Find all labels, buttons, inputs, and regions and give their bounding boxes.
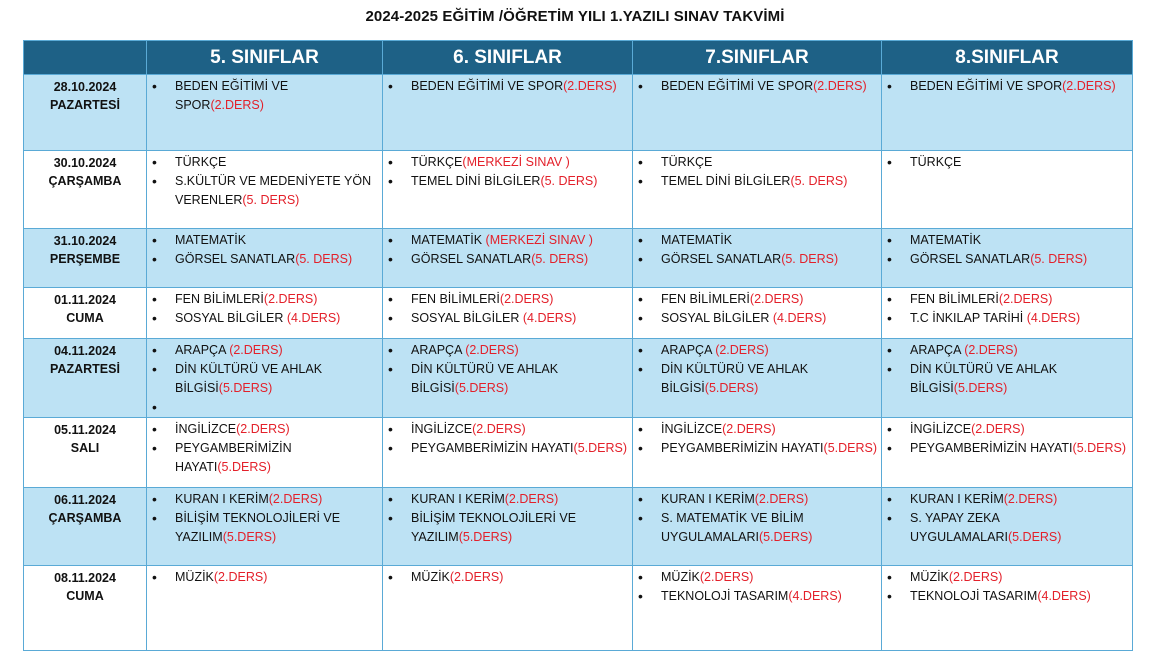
lesson-period: (2.DERS) [1062, 79, 1116, 93]
lesson-period: (5. DERS) [242, 193, 300, 207]
page-title: 2024-2025 EĞİTİM /ÖĞRETİM YILI 1.YAZILI SINAV TAKVİMİ [365, 8, 785, 25]
grade-5-exams-cell [147, 151, 383, 229]
grade-7-exams-cell [633, 229, 882, 288]
subject-name: İNGİLİZCE [175, 422, 237, 436]
exam-subject [885, 250, 1128, 269]
exam-subject [386, 250, 628, 269]
exam-day: CUMA [66, 589, 104, 603]
exam-subject [885, 439, 1128, 458]
exam-subject [386, 509, 628, 547]
lesson-period: (2.DERS) [268, 492, 323, 506]
exam-day: SALI [70, 441, 100, 455]
subject-name: DİN KÜLTÜRÜ VE AHLAK BİLGİSİ [910, 362, 1058, 395]
subject-name: S.KÜLTÜR VE MEDENİYETE YÖN VERENLER [175, 174, 372, 207]
exam-subject [636, 341, 877, 360]
exam-subject [150, 420, 378, 439]
exam-subject [386, 153, 628, 172]
date-cell [24, 75, 147, 151]
lesson-period: (4.DERS) [1037, 589, 1091, 603]
lesson-period: (5.DERS) [1007, 530, 1062, 544]
lesson-period: (5.DERS) [222, 530, 277, 544]
subject-name: GÖRSEL SANATLAR [175, 252, 296, 266]
grade-8-exams-cell [882, 418, 1133, 488]
subject-name: MÜZİK [411, 570, 450, 584]
lesson-period: (5. DERS) [295, 252, 353, 266]
lesson-period: (2.DERS) [971, 422, 1025, 436]
exam-day: ÇARŞAMBA [48, 174, 122, 188]
lesson-period: (2.DERS) [210, 98, 264, 112]
exam-subject [150, 172, 378, 210]
grade-8-exams-cell [882, 488, 1133, 566]
subject-name: MÜZİK [910, 570, 949, 584]
grade-7-exams-cell [633, 75, 882, 151]
header-grade-7: 7.SINIFLAR [633, 41, 882, 75]
grade-5-exams-cell [147, 229, 383, 288]
lesson-period: (5.DERS) [573, 441, 628, 455]
exam-date: 08.11.2024 [54, 571, 116, 585]
grade-5-exams-cell [147, 418, 383, 488]
exam-subject [386, 290, 628, 309]
exam-subject [386, 231, 628, 250]
subject-name: SOSYAL BİLGİLER [661, 311, 773, 325]
date-cell [24, 151, 147, 229]
grade-7-exams-cell [633, 418, 882, 488]
grade-7-exams-cell [633, 339, 882, 418]
schedule-row [24, 339, 1133, 418]
exam-subject [150, 439, 378, 477]
exam-subject [636, 153, 877, 172]
schedule-row [24, 75, 1133, 151]
subject-name: KURAN I KERİM [411, 492, 505, 506]
subject-name: MÜZİK [661, 570, 700, 584]
lesson-period: (5.DERS) [823, 441, 878, 455]
grade-5-exams-cell [147, 75, 383, 151]
exam-subject [386, 568, 628, 587]
exam-subject [150, 77, 378, 115]
subject-name: TEMEL DİNİ BİLGİLER [661, 174, 791, 188]
subject-name: FEN BİLİMLERİ [910, 292, 999, 306]
subject-name: TÜRKÇE [175, 155, 227, 169]
grade-8-exams-cell [882, 566, 1133, 651]
subject-name: PEYGAMBERİMİZİN HAYATI [411, 441, 574, 455]
grade-6-exams-cell [383, 339, 633, 418]
subject-name: İNGİLİZCE [411, 422, 473, 436]
subject-name: MÜZİK [175, 570, 214, 584]
exam-subject [386, 172, 628, 191]
exam-day: PAZARTESİ [50, 98, 120, 112]
grade-6-exams-cell [383, 418, 633, 488]
lesson-period: (5.DERS) [1072, 441, 1127, 455]
exam-subject [150, 398, 378, 417]
lesson-period: (2.DERS) [964, 343, 1018, 357]
exam-subject [636, 290, 877, 309]
date-cell [24, 288, 147, 339]
lesson-period: (2.DERS) [715, 343, 769, 357]
subject-name: GÖRSEL SANATLAR [411, 252, 532, 266]
exam-day: CUMA [66, 311, 104, 325]
grade-8-exams-cell [882, 288, 1133, 339]
subject-name: BEDEN EĞİTİMİ VE SPOR [411, 79, 564, 93]
exam-date: 31.10.2024 [53, 234, 117, 248]
lesson-period: (4.DERS) [522, 311, 577, 325]
lesson-period: (2.DERS) [1003, 492, 1058, 506]
lesson-period: (2.DERS) [699, 570, 754, 584]
exam-day: PERŞEMBE [49, 252, 121, 266]
date-cell [24, 229, 147, 288]
grade-7-exams-cell [633, 151, 882, 229]
lesson-period: (2.DERS) [948, 570, 1003, 584]
subject-name: DİN KÜLTÜRÜ VE AHLAK BİLGİSİ [411, 362, 559, 395]
lesson-period: (2.DERS) [749, 292, 804, 306]
subject-name: GÖRSEL SANATLAR [910, 252, 1031, 266]
lesson-period: (5. DERS) [531, 252, 589, 266]
subject-name: SOSYAL BİLGİLER [411, 311, 523, 325]
exam-subject [150, 490, 378, 509]
lesson-period: (2.DERS) [213, 570, 268, 584]
grade-5-exams-cell [147, 288, 383, 339]
lesson-period: (5. DERS) [1030, 252, 1088, 266]
subject-name: TEMEL DİNİ BİLGİLER [411, 174, 541, 188]
grade-6-exams-cell [383, 229, 633, 288]
lesson-period: (2.DERS) [504, 492, 559, 506]
exam-subject [636, 509, 877, 547]
grade-8-exams-cell [882, 75, 1133, 151]
exam-day: PAZARTESİ [50, 362, 120, 376]
lesson-period: (5.DERS) [218, 381, 273, 395]
subject-name: MATEMATİK [661, 233, 733, 247]
lesson-period: (5.DERS) [953, 381, 1008, 395]
header-row [24, 41, 1133, 75]
subject-name: TÜRKÇE [910, 155, 962, 169]
lesson-period: (2.DERS) [754, 492, 809, 506]
subject-name: ARAPÇA [661, 343, 716, 357]
exam-subject [636, 420, 877, 439]
exam-date: 01.11.2024 [54, 293, 116, 307]
subject-name: BİLİŞİM TEKNOLOJİLERİ VE YAZILIM [411, 511, 577, 544]
exam-subject [636, 250, 877, 269]
exam-subject [636, 172, 877, 191]
date-cell [24, 566, 147, 651]
lesson-period: (MERKEZİ SINAV ) [462, 155, 570, 169]
exam-subject [150, 568, 378, 587]
subject-name: ARAPÇA [411, 343, 466, 357]
subject-name: ARAPÇA [910, 343, 965, 357]
subject-name: MATEMATİK [910, 233, 982, 247]
exam-subject [885, 231, 1128, 250]
header-corner [24, 41, 147, 75]
subject-name: BİLİŞİM TEKNOLOJİLERİ VE YAZILIM [175, 511, 341, 544]
exam-subject [885, 420, 1128, 439]
exam-day: ÇARŞAMBA [48, 511, 122, 525]
exam-subject [885, 490, 1128, 509]
subject-name: TÜRKÇE [411, 155, 463, 169]
grade-6-exams-cell [383, 75, 633, 151]
subject-name: KURAN I KERİM [175, 492, 269, 506]
subject-name: SOSYAL BİLGİLER [175, 311, 287, 325]
subject-name: DİN KÜLTÜRÜ VE AHLAK BİLGİSİ [175, 362, 323, 395]
exam-subject [150, 360, 378, 398]
exam-subject [386, 309, 628, 328]
subject-name: FEN BİLİMLERİ [175, 292, 264, 306]
lesson-period: (MERKEZİ SINAV ) [485, 233, 593, 247]
exam-subject [636, 309, 877, 328]
grade-6-exams-cell [383, 566, 633, 651]
subject-name: S. MATEMATİK VE BİLİM UYGULAMALARI [661, 511, 804, 544]
subject-name: T.C İNKILAP TARİHİ [910, 311, 1027, 325]
lesson-period: (4.DERS) [1026, 311, 1081, 325]
subject-name: MATEMATİK [411, 233, 486, 247]
exam-subject [150, 309, 378, 328]
lesson-period: (5. DERS) [781, 252, 839, 266]
exam-subject [885, 290, 1128, 309]
lesson-period: (2.DERS) [465, 343, 519, 357]
exam-subject [150, 250, 378, 269]
grade-5-exams-cell [147, 339, 383, 418]
lesson-period: (5.DERS) [758, 530, 813, 544]
grade-6-exams-cell [383, 151, 633, 229]
subject-name: DİN KÜLTÜRÜ VE AHLAK BİLGİSİ [661, 362, 809, 395]
grade-5-exams-cell [147, 488, 383, 566]
subject-name: BEDEN EĞİTİMİ VE SPOR [661, 79, 814, 93]
subject-name: BEDEN EĞİTİMİ VE SPOR [910, 79, 1063, 93]
exam-subject [885, 153, 1128, 172]
lesson-period: (5. DERS) [790, 174, 848, 188]
grade-8-exams-cell [882, 339, 1133, 418]
grade-8-exams-cell [882, 151, 1133, 229]
lesson-period: (2.DERS) [449, 570, 504, 584]
subject-name: FEN BİLİMLERİ [411, 292, 500, 306]
schedule-row [24, 288, 1133, 339]
grade-5-exams-cell [147, 566, 383, 651]
lesson-period: (2.DERS) [722, 422, 776, 436]
header-grade-8: 8.SINIFLAR [882, 41, 1133, 75]
lesson-period: (5.DERS) [217, 460, 271, 474]
lesson-period: (4.DERS) [286, 311, 341, 325]
schedule-row [24, 488, 1133, 566]
exam-schedule-table [23, 40, 1133, 651]
lesson-period: (5.DERS) [704, 381, 759, 395]
exam-subject [636, 360, 877, 398]
subject-name: PEYGAMBERİMİZİN HAYATI [175, 441, 292, 474]
subject-name: S. YAPAY ZEKA UYGULAMALARI [910, 511, 1008, 544]
lesson-period: (2.DERS) [563, 79, 617, 93]
lesson-period: (2.DERS) [499, 292, 554, 306]
lesson-period: (5.DERS) [454, 381, 509, 395]
subject-name: PEYGAMBERİMİZİN HAYATI [910, 441, 1073, 455]
exam-subject [885, 309, 1128, 328]
lesson-period: (2.DERS) [813, 79, 867, 93]
exam-subject [150, 509, 378, 547]
exam-subject [150, 341, 378, 360]
lesson-period: (4.DERS) [788, 589, 842, 603]
subject-name: KURAN I KERİM [661, 492, 755, 506]
lesson-period: (2.DERS) [472, 422, 526, 436]
lesson-period: (2.DERS) [998, 292, 1053, 306]
subject-name: KURAN I KERİM [910, 492, 1004, 506]
subject-name: ARAPÇA [175, 343, 230, 357]
grade-7-exams-cell [633, 566, 882, 651]
subject-name: MATEMATİK [175, 233, 247, 247]
subject-name: İNGİLİZCE [910, 422, 972, 436]
exam-subject [885, 509, 1128, 547]
exam-subject [150, 153, 378, 172]
exam-date: 04.11.2024 [54, 344, 116, 358]
lesson-period: (2.DERS) [229, 343, 283, 357]
exam-subject [885, 360, 1128, 398]
exam-subject [386, 490, 628, 509]
exam-date: 30.10.2024 [53, 156, 117, 170]
grade-8-exams-cell [882, 229, 1133, 288]
header-grade-6: 6. SINIFLAR [383, 41, 633, 75]
date-cell [24, 418, 147, 488]
schedule-row [24, 151, 1133, 229]
subject-name: TEKNOLOJİ TASARIM [910, 589, 1038, 603]
subject-name: TEKNOLOJİ TASARIM [661, 589, 789, 603]
schedule-row [24, 229, 1133, 288]
subject-name: TÜRKÇE [661, 155, 713, 169]
exam-subject [386, 77, 628, 96]
date-cell [24, 339, 147, 418]
exam-subject [636, 587, 877, 606]
grade-7-exams-cell [633, 488, 882, 566]
grade-7-exams-cell [633, 288, 882, 339]
exam-subject [386, 420, 628, 439]
exam-subject [636, 77, 877, 96]
exam-subject [386, 439, 628, 458]
lesson-period: (5. DERS) [540, 174, 598, 188]
subject-name: İNGİLİZCE [661, 422, 723, 436]
subject-name: GÖRSEL SANATLAR [661, 252, 782, 266]
exam-subject [636, 439, 877, 458]
header-grade-5: 5. SINIFLAR [147, 41, 383, 75]
exam-subject [636, 568, 877, 587]
grade-6-exams-cell [383, 488, 633, 566]
subject-name: FEN BİLİMLERİ [661, 292, 750, 306]
exam-subject [150, 290, 378, 309]
exam-subject [386, 341, 628, 360]
exam-subject [885, 341, 1128, 360]
lesson-period: (2.DERS) [263, 292, 318, 306]
subject-name: BEDEN EĞİTİMİ VE SPOR [175, 79, 289, 112]
subject-name: PEYGAMBERİMİZİN HAYATI [661, 441, 824, 455]
date-cell [24, 488, 147, 566]
schedule-row [24, 566, 1133, 651]
exam-subject [636, 231, 877, 250]
schedule-row [24, 418, 1133, 488]
lesson-period: (2.DERS) [236, 422, 290, 436]
exam-subject [885, 568, 1128, 587]
exam-subject [885, 77, 1128, 96]
exam-date: 05.11.2024 [54, 423, 116, 437]
lesson-period: (4.DERS) [772, 311, 827, 325]
exam-subject [150, 231, 378, 250]
exam-subject [885, 587, 1128, 606]
exam-subject [636, 490, 877, 509]
lesson-period: (5.DERS) [458, 530, 513, 544]
exam-date: 06.11.2024 [54, 493, 116, 507]
exam-subject [386, 360, 628, 398]
exam-date: 28.10.2024 [53, 80, 117, 94]
grade-6-exams-cell [383, 288, 633, 339]
